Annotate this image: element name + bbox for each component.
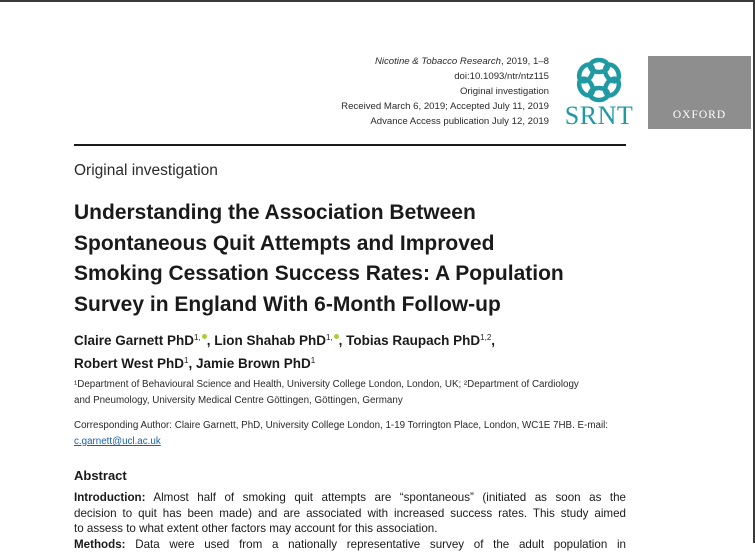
affiliation-line: and Pneumology, University Medical Centre Göttingen, Göttingen, Germany [74,393,634,409]
section-label: Original investigation [74,162,218,180]
affiliation-line: ¹Department of Behavioural Science and Health, University College London, London, UK; ²Department of Cardiology [74,377,634,393]
page-top-border [0,0,755,2]
journal-meta [341,54,549,129]
journal-citation: Nicotine & Tobacco Research, 2019, 1–8 [341,54,549,69]
srnt-logo[interactable] [562,53,636,131]
author-line: Claire Garnett PhD$^{1,}$ , Lion Shahab PhD$^{1,}$ , Tobias Raupach PhD$^{1,2}$, [74,328,634,351]
author-list [74,328,634,374]
abstract-line: Methods: Data were used from a nationally representative survey of the adult population in [74,537,626,552]
doi[interactable]: doi:10.1093/ntr/ntz115 [341,69,549,84]
intro-label: Introduction: [74,491,145,504]
abstract-line: decision to quit has been made) and are associated with increased success rates. This study aimed [74,506,626,522]
article-type: Original investigation [341,84,549,99]
advance-access-date: Advance Access publication July 12, 2019 [341,114,549,129]
methods-label: Methods: [74,538,126,551]
abstract-heading: Abstract [74,468,127,483]
corresponding-line: Corresponding Author: Claire Garnett, PhD, University College London, 1-19 Torrington Place, London, WC1E 7HB. E-mail: [74,418,634,434]
email-link[interactable]: c.garnett@ucl.ac.uk [74,436,161,447]
author-brown[interactable]: , Jamie Brown PhD [188,356,310,371]
affiliations [74,377,634,409]
corresponding-author [74,418,634,450]
author-line: Robert West PhD$^1$, Jamie Brown PhD$^1$ [74,351,634,374]
title-line: Smoking Cessation Success Rates: A Population [74,259,654,290]
title-line: Understanding the Association Between [74,198,654,229]
author-garnett[interactable]: Claire Garnett PhD [74,333,194,348]
abstract-line: to assess to what extent other factors may account for this association. [74,521,626,537]
received-date: Received March 6, 2019; Accepted July 11, 2019 [341,99,549,114]
srnt-wordmark: SRNT [562,101,636,131]
header-rule [74,144,626,146]
abstract-line: Introduction: Almost half of smoking quit attempts are “spontaneous” (initiated as soon as the [74,490,626,506]
author-west[interactable]: Robert West PhD [74,356,184,371]
title-line: Survey in England With 6-Month Follow-up [74,290,654,321]
oxford-logo[interactable]: OXFORD [648,56,751,129]
author-shahab[interactable]: , Lion Shahab PhD [207,333,326,348]
srnt-knot-icon [562,53,636,103]
article-title [74,198,654,320]
author-raupach[interactable]: , Tobias Raupach PhD [339,333,481,348]
title-line: Spontaneous Quit Attempts and Improved [74,229,654,260]
